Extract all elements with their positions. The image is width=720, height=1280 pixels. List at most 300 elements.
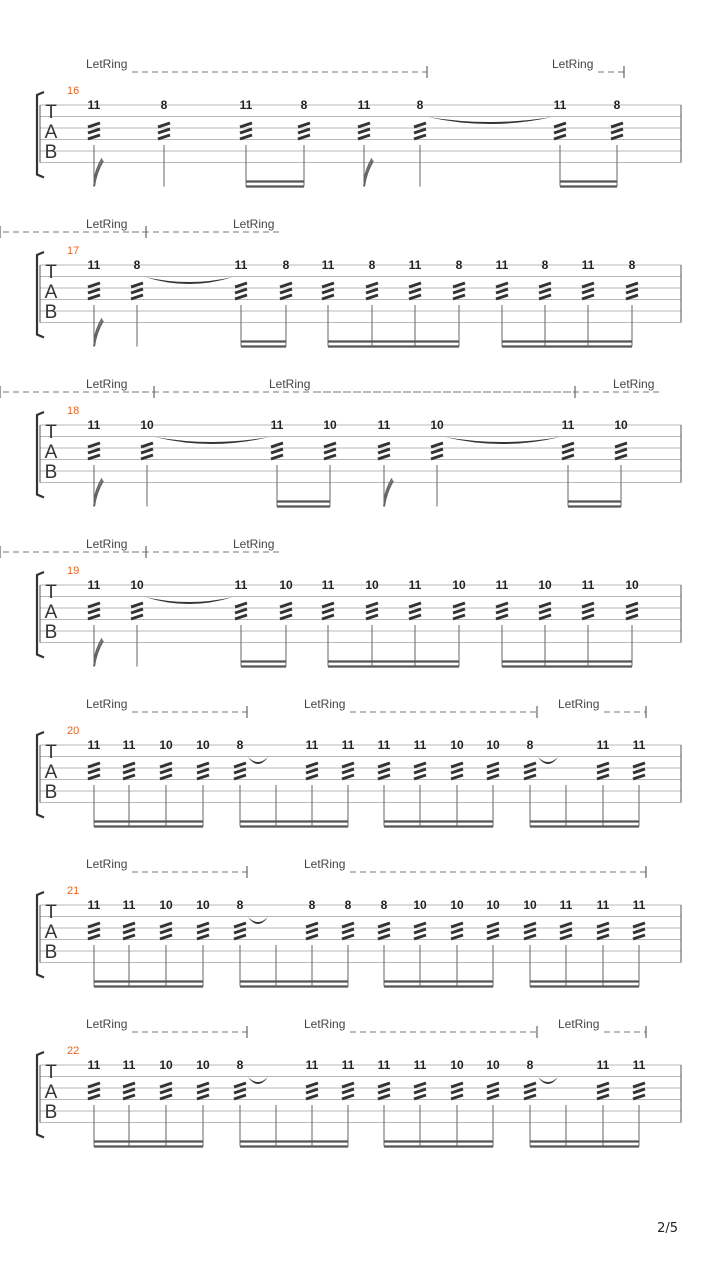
strum-mark	[88, 295, 100, 299]
strum-mark	[88, 935, 100, 939]
strum-mark	[197, 923, 209, 927]
letring-label: LetRing	[233, 217, 275, 231]
tie-arc	[538, 1077, 558, 1084]
strum-mark	[342, 775, 354, 779]
tab-note	[496, 578, 509, 667]
strum-mark	[322, 615, 334, 619]
strum-mark	[597, 929, 609, 933]
strum-mark	[88, 763, 100, 767]
tab-clef-letter: T	[45, 102, 57, 123]
fret-number: 11	[239, 98, 253, 112]
measure-number: 17	[67, 245, 80, 257]
letring-label: LetRing	[86, 377, 128, 391]
tab-note	[298, 98, 310, 187]
strum-mark	[88, 609, 100, 613]
fret-number: 8	[308, 898, 316, 912]
tab-system-20	[37, 697, 681, 827]
fret-number: 11	[553, 98, 567, 112]
strum-mark	[539, 295, 551, 299]
strum-mark	[123, 935, 135, 939]
strum-mark	[560, 935, 572, 939]
tab-note	[450, 1058, 464, 1147]
tab-note	[378, 418, 393, 507]
fret-number: 11	[596, 738, 610, 752]
fret-number: 11	[377, 1058, 391, 1072]
strum-mark	[88, 129, 100, 133]
tab-system-17	[0, 217, 681, 347]
tab-clef-letter: T	[45, 902, 57, 923]
fret-number: 10	[159, 1058, 173, 1072]
tab-note	[279, 578, 293, 667]
fret-number: 11	[87, 98, 101, 112]
strum-mark	[88, 123, 100, 127]
letring-label: LetRing	[86, 217, 128, 231]
tab-note	[453, 258, 465, 347]
strum-mark	[626, 295, 638, 299]
strum-mark	[358, 129, 370, 133]
tab-note	[196, 738, 210, 827]
strum-mark	[234, 923, 246, 927]
strum-mark	[378, 935, 390, 939]
strum-mark	[633, 1083, 645, 1087]
tab-note	[140, 418, 154, 507]
fret-number: 11	[357, 98, 371, 112]
strum-mark	[158, 123, 170, 127]
tab-clef-letter: B	[44, 942, 58, 963]
letring-label: LetRing	[552, 57, 594, 71]
tab-note	[196, 898, 210, 987]
strum-mark	[633, 769, 645, 773]
tab-note	[234, 1058, 246, 1147]
strum-mark	[597, 775, 609, 779]
tie-arc	[248, 757, 268, 764]
tab-clef-letter: A	[44, 122, 58, 143]
fret-number: 10	[523, 898, 537, 912]
strum-mark	[366, 283, 378, 287]
strum-mark	[235, 289, 247, 293]
strum-mark	[633, 935, 645, 939]
strum-mark	[131, 289, 143, 293]
strum-mark	[611, 123, 623, 127]
strum-mark	[324, 455, 336, 459]
tab-note	[131, 258, 143, 347]
fret-number: 11	[632, 898, 646, 912]
fret-number: 11	[341, 738, 355, 752]
tab-note	[597, 898, 610, 987]
tab-system-21	[37, 857, 681, 987]
strum-mark	[487, 929, 499, 933]
tab-note	[450, 738, 464, 827]
fret-number: 11	[321, 258, 335, 272]
tab-note	[414, 738, 427, 827]
fret-number: 11	[596, 1058, 610, 1072]
strum-mark	[496, 603, 508, 607]
strum-mark	[197, 935, 209, 939]
fret-number: 11	[377, 418, 391, 432]
letring-label: LetRing	[304, 1017, 346, 1031]
tab-note	[88, 1058, 101, 1147]
tab-note	[414, 1058, 427, 1147]
strum-mark	[342, 1083, 354, 1087]
strum-mark	[123, 1083, 135, 1087]
strum-mark	[582, 289, 594, 293]
strum-mark	[131, 603, 143, 607]
fret-number: 8	[236, 1058, 244, 1072]
fret-number: 8	[613, 98, 621, 112]
tab-note	[554, 98, 567, 187]
tab-clef-letter: T	[45, 262, 57, 283]
strum-mark	[160, 1083, 172, 1087]
letring-label: LetRing	[269, 377, 311, 391]
measure-number: 19	[67, 565, 80, 577]
tab-note	[234, 898, 246, 987]
strum-mark	[131, 283, 143, 287]
fret-number: 8	[160, 98, 168, 112]
letring-label: LetRing	[304, 857, 346, 871]
tab-note	[234, 738, 246, 827]
strum-mark	[234, 935, 246, 939]
tab-note	[496, 258, 509, 347]
strum-mark	[409, 289, 421, 293]
strum-mark	[633, 1095, 645, 1099]
strum-mark	[298, 129, 310, 133]
strum-mark	[414, 923, 426, 927]
strum-mark	[280, 289, 292, 293]
strum-mark	[615, 449, 627, 453]
tab-note	[633, 898, 646, 987]
tab-note	[159, 898, 173, 987]
tab-clef-letter: T	[45, 1062, 57, 1083]
strum-mark	[88, 1095, 100, 1099]
strum-mark	[524, 935, 536, 939]
fret-number: 10	[452, 578, 466, 592]
strum-mark	[271, 455, 283, 459]
strum-mark	[451, 775, 463, 779]
tab-clef-letter: T	[45, 742, 57, 763]
tie-arc	[155, 437, 269, 444]
strum-mark	[298, 123, 310, 127]
strum-mark	[414, 1083, 426, 1087]
tab-clef-letter: B	[44, 302, 58, 323]
strum-mark	[366, 615, 378, 619]
tab-note	[88, 898, 101, 987]
strum-mark	[322, 609, 334, 613]
tab-note	[123, 738, 136, 827]
strum-mark	[123, 923, 135, 927]
tie-arc	[428, 117, 552, 124]
strum-mark	[524, 1095, 536, 1099]
strum-mark	[235, 615, 247, 619]
tab-note	[582, 578, 595, 667]
strum-mark	[582, 603, 594, 607]
strum-mark	[378, 763, 390, 767]
strum-mark	[240, 123, 252, 127]
strum-mark	[524, 929, 536, 933]
strum-mark	[453, 295, 465, 299]
strum-mark	[88, 929, 100, 933]
letring-label: LetRing	[86, 537, 128, 551]
fret-number: 11	[87, 738, 101, 752]
tab-note	[430, 418, 444, 507]
strum-mark	[554, 129, 566, 133]
fret-number: 11	[122, 1058, 136, 1072]
letring-label: LetRing	[86, 1017, 128, 1031]
strum-mark	[496, 615, 508, 619]
strum-mark	[378, 1089, 390, 1093]
fret-number: 11	[87, 1058, 101, 1072]
strum-mark	[597, 1089, 609, 1093]
strum-mark	[582, 609, 594, 613]
letring-label: LetRing	[86, 857, 128, 871]
strum-mark	[582, 615, 594, 619]
strum-mark	[597, 1095, 609, 1099]
strum-mark	[160, 929, 172, 933]
strum-mark	[633, 775, 645, 779]
strum-mark	[414, 135, 426, 139]
strum-mark	[197, 1089, 209, 1093]
strum-mark	[626, 609, 638, 613]
fret-number: 11	[305, 738, 319, 752]
strum-mark	[487, 935, 499, 939]
strum-mark	[88, 775, 100, 779]
tab-note	[159, 738, 173, 827]
strum-mark	[88, 615, 100, 619]
tab-note	[539, 258, 551, 347]
tab-note	[196, 1058, 210, 1147]
strum-mark	[306, 775, 318, 779]
strum-mark	[131, 295, 143, 299]
letring-label: LetRing	[86, 57, 128, 71]
tab-note	[306, 738, 319, 827]
tab-note	[452, 578, 466, 667]
strum-mark	[88, 449, 100, 453]
strum-mark	[409, 615, 421, 619]
fret-number: 11	[596, 898, 610, 912]
strum-mark	[234, 1089, 246, 1093]
strum-mark	[626, 289, 638, 293]
tab-clef-letter: T	[45, 422, 57, 443]
strum-mark	[197, 929, 209, 933]
fret-number: 11	[581, 258, 595, 272]
fret-number: 10	[486, 1058, 500, 1072]
tab-note	[524, 738, 536, 827]
strum-mark	[123, 1095, 135, 1099]
tab-note	[582, 258, 595, 347]
fret-number: 10	[450, 738, 464, 752]
tab-clef-letter: B	[44, 1102, 58, 1123]
tab-note	[322, 578, 335, 667]
tie-arc	[248, 1077, 268, 1084]
strum-mark	[524, 923, 536, 927]
fret-number: 10	[323, 418, 337, 432]
strum-mark	[342, 923, 354, 927]
tab-note	[358, 98, 373, 187]
strum-mark	[378, 929, 390, 933]
fret-number: 8	[380, 898, 388, 912]
strum-mark	[358, 123, 370, 127]
strum-mark	[487, 763, 499, 767]
tab-note	[365, 578, 379, 667]
strum-mark	[626, 615, 638, 619]
strum-mark	[451, 769, 463, 773]
tab-note	[123, 898, 136, 987]
fret-number: 8	[236, 738, 244, 752]
strum-mark	[235, 283, 247, 287]
fret-number: 11	[413, 738, 427, 752]
strum-mark	[562, 449, 574, 453]
tab-note	[378, 738, 391, 827]
strum-mark	[597, 923, 609, 927]
tab-note	[626, 258, 638, 347]
strum-mark	[560, 929, 572, 933]
fret-number: 11	[234, 258, 248, 272]
fret-number: 8	[236, 898, 244, 912]
strum-mark	[123, 775, 135, 779]
tab-note	[486, 898, 500, 987]
strum-mark	[453, 283, 465, 287]
tab-note	[342, 898, 354, 987]
tab-note	[235, 258, 248, 347]
strum-mark	[234, 763, 246, 767]
strum-mark	[611, 129, 623, 133]
tab-clef-letter: A	[44, 442, 58, 463]
tab-note	[486, 1058, 500, 1147]
tab-clef-letter: A	[44, 282, 58, 303]
fret-number: 8	[282, 258, 290, 272]
tab-note	[240, 98, 253, 187]
strum-mark	[160, 763, 172, 767]
tab-note	[523, 898, 537, 987]
strum-mark	[487, 1089, 499, 1093]
strum-mark	[451, 923, 463, 927]
strum-mark	[539, 603, 551, 607]
letring-label: LetRing	[304, 697, 346, 711]
strum-mark	[160, 1089, 172, 1093]
tab-note	[123, 1058, 136, 1147]
tab-clef-letter: B	[44, 462, 58, 483]
tie-arc	[445, 437, 560, 444]
tab-note	[450, 898, 464, 987]
strum-mark	[306, 763, 318, 767]
strum-mark	[366, 289, 378, 293]
strum-mark	[280, 609, 292, 613]
measure-number: 20	[67, 725, 80, 737]
tab-note	[524, 1058, 536, 1147]
strum-mark	[141, 449, 153, 453]
strum-mark	[633, 923, 645, 927]
fret-number: 10	[196, 898, 210, 912]
fret-number: 10	[130, 578, 144, 592]
fret-number: 10	[486, 738, 500, 752]
strum-mark	[88, 603, 100, 607]
strum-mark	[342, 929, 354, 933]
fret-number: 8	[344, 898, 352, 912]
fret-number: 11	[495, 258, 509, 272]
strum-mark	[414, 929, 426, 933]
strum-mark	[496, 289, 508, 293]
strum-mark	[378, 1095, 390, 1099]
letring-label: LetRing	[613, 377, 655, 391]
strum-mark	[597, 1083, 609, 1087]
tab-note	[342, 1058, 355, 1147]
fret-number: 11	[632, 1058, 646, 1072]
tab-system-22	[37, 1017, 681, 1147]
fret-number: 11	[122, 898, 136, 912]
strum-mark	[322, 295, 334, 299]
strum-mark	[414, 123, 426, 127]
tab-note	[625, 578, 639, 667]
tie-arc	[145, 277, 233, 284]
strum-mark	[271, 443, 283, 447]
strum-mark	[342, 1095, 354, 1099]
measure-number: 22	[67, 1045, 80, 1057]
letring-label: LetRing	[558, 697, 600, 711]
tab-note	[306, 898, 318, 987]
strum-mark	[451, 1095, 463, 1099]
tab-clef-letter: A	[44, 762, 58, 783]
tab-note	[562, 418, 575, 507]
strum-mark	[453, 609, 465, 613]
strum-mark	[322, 603, 334, 607]
letring-label: LetRing	[233, 537, 275, 551]
strum-mark	[453, 289, 465, 293]
fret-number: 11	[559, 898, 573, 912]
fret-number: 10	[614, 418, 628, 432]
strum-mark	[342, 1089, 354, 1093]
tab-note	[342, 738, 355, 827]
strum-mark	[378, 769, 390, 773]
strum-mark	[342, 935, 354, 939]
strum-mark	[597, 935, 609, 939]
tab-clef-letter: T	[45, 582, 57, 603]
strum-mark	[88, 769, 100, 773]
strum-mark	[414, 129, 426, 133]
tab-note	[486, 738, 500, 827]
fret-number: 10	[196, 1058, 210, 1072]
tab-note	[611, 98, 623, 187]
strum-mark	[88, 455, 100, 459]
tab-clef-letter: A	[44, 602, 58, 623]
fret-number: 11	[581, 578, 595, 592]
strum-mark	[366, 609, 378, 613]
fret-number: 11	[87, 898, 101, 912]
strum-mark	[234, 1083, 246, 1087]
strum-mark	[539, 283, 551, 287]
strum-mark	[414, 1089, 426, 1093]
fret-number: 10	[365, 578, 379, 592]
tie-arc	[248, 917, 268, 924]
strum-mark	[414, 763, 426, 767]
strum-mark	[453, 615, 465, 619]
tab-note	[235, 578, 248, 667]
tab-note	[414, 98, 426, 187]
strum-mark	[123, 929, 135, 933]
tab-note	[633, 1058, 646, 1147]
strum-mark	[158, 135, 170, 139]
strum-mark	[487, 775, 499, 779]
strum-mark	[560, 923, 572, 927]
fret-number: 11	[495, 578, 509, 592]
strum-mark	[366, 603, 378, 607]
fret-number: 10	[625, 578, 639, 592]
measure-number: 21	[67, 885, 80, 897]
strum-mark	[431, 449, 443, 453]
strum-mark	[615, 443, 627, 447]
strum-mark	[197, 763, 209, 767]
strum-mark	[409, 609, 421, 613]
fret-number: 10	[159, 898, 173, 912]
fret-number: 11	[377, 738, 391, 752]
